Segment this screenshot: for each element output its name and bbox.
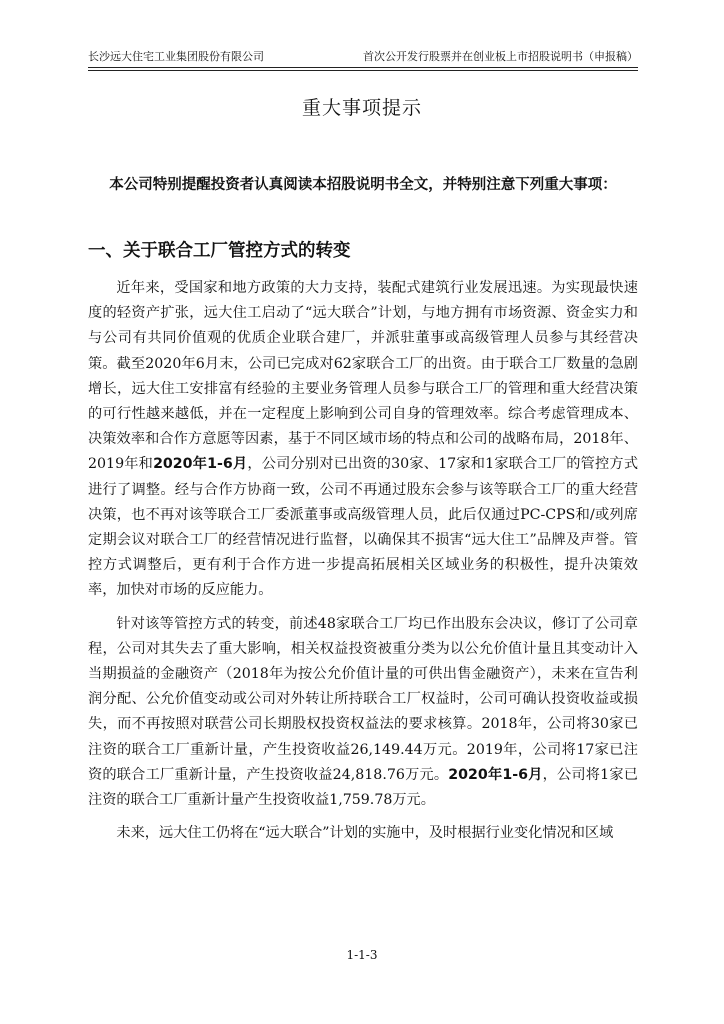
header-company-name: 长沙远大住宅工业集团股份有限公司 <box>88 50 264 63</box>
header-document-title: 首次公开发行股票并在创业板上市招股说明书（申报稿） <box>363 50 638 63</box>
bold-period: 2020年1-6月 <box>448 766 543 783</box>
page-header <box>88 50 638 68</box>
bold-period: 2020年1-6月 <box>153 456 248 473</box>
paragraph-1: 近年来，受国家和地方政策的大力支持，装配式建筑行业发展迅速。为实现最快速度的轻资产扩张，远大住工启动了“远大联合”计划，与地方拥有市场资源、资金实力和与公司有共同价值观的优质企业联合建厂，并派驻董事或高级管理人员参与其经营决策。截至2020年6月末，公司已完成对62家联合工厂的出资。由于联合工厂数量的急剧增长，远大住工安排富有经验的主要业务管理人员参与联合工厂的管理和重大经营决策的可行性越来越低，并在一定程度上影响到公司自身的管理效率。综合考虑管理成本、决策效率和合作方意愿等因素，基于不同区域市场的特点和公司的战略布局，2018年、2019年和2020年1-6月，公司分别对已出资的30家、17家和1家联合工厂的管控方式进行了调整。经与合作方协商一致，公司不再通过股东会参与该等联合工厂的重大经营决策，也不再对该等联合工厂委派董事或高级管理人员，此后仅通过PC-CPS和/或列席定期会议对联合工厂的经营情况进行监督，以确保其不损害“远大住工”品牌及声誉。管控方式调整后，更有利于合作方进一步提高拓展相关区域业务的积极性，提升决策效率，加快对市场的反应能力。 <box>88 280 639 599</box>
paragraph-3: 未来，远大住工仍将在“远大联合”计划的实施中，及时根据行业变化情况和区域 <box>116 825 614 842</box>
investor-notice: 本公司特别提醒投资者认真阅读本招股说明书全文，并特别注意下列重大事项： <box>109 176 617 193</box>
page-number: 1-1-3 <box>346 948 378 962</box>
paragraph-2: 针对该等管控方式的转变，前述48家联合工厂均已作出股东会决议，修订了公司章程，公司对其失去了重大影响，相关权益投资被重分类为以公允价值计量且其变动计入当期损益的金融资产（2018年为按公允价值计量的可供出售金融资产），未来在宣告利润分配、公允价值变动或公司对外转让所持联合工厂权益时，公司可确认投资收益或损失，而不再按照对联营公司长期股权投资权益法的要求核算。2018年，公司将30家已注资的联合工厂重新计量，产生投资收益26,149.44万元。2019年，公司将17家已注资的联合工厂重新计量，产生投资收益24,818.76万元。2020年1-6月，公司将1家已注资的联合工厂重新计量产生投资收益1,759.78万元。 <box>88 615 638 809</box>
page-title: 重大事项提示 <box>301 97 422 119</box>
section-heading: 一、关于联合工厂管控方式的转变 <box>88 241 351 261</box>
body-text <box>88 276 638 854</box>
